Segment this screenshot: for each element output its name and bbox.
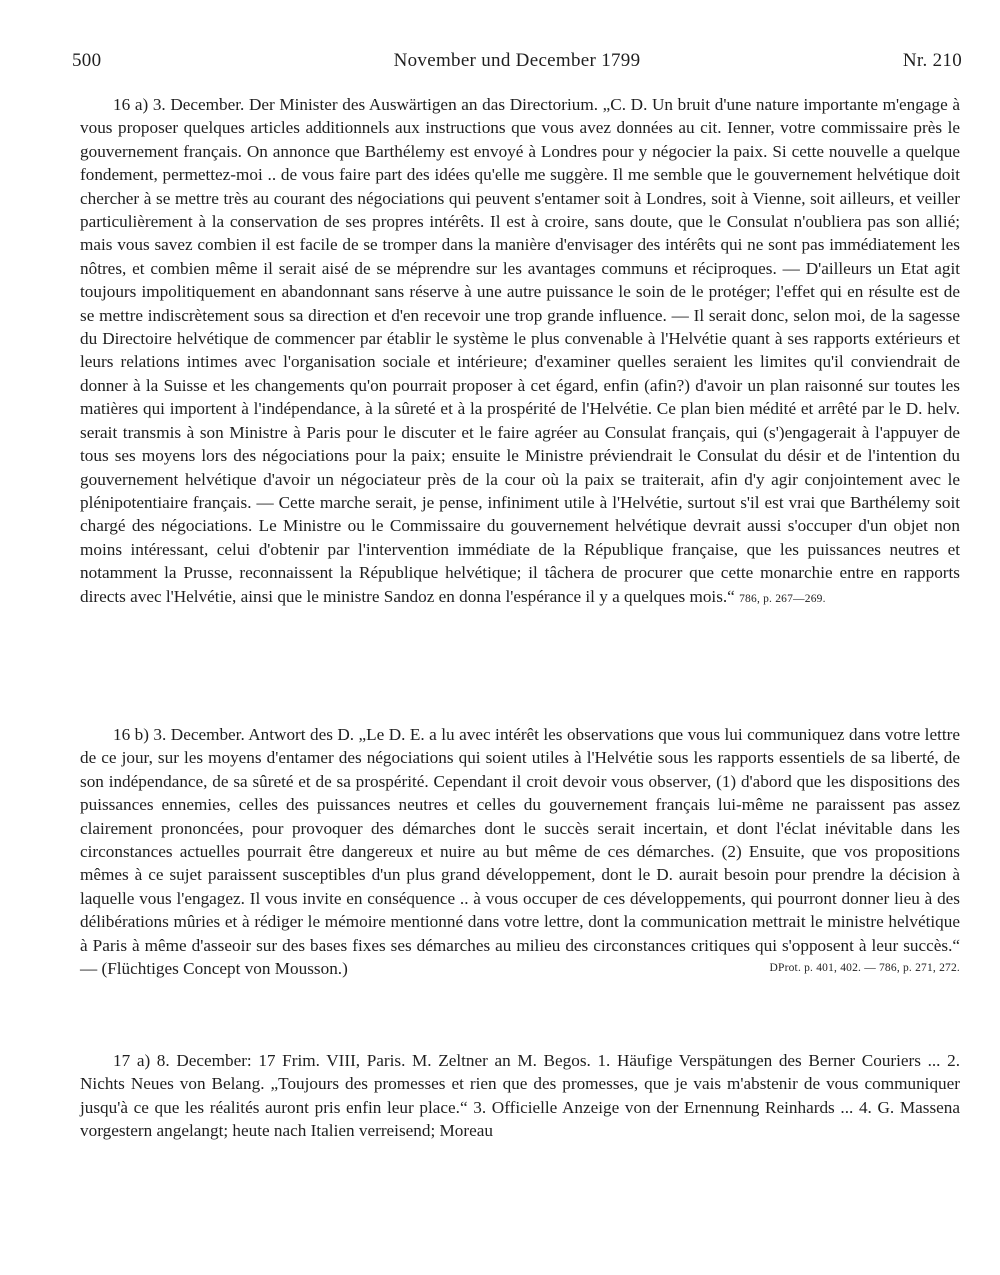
entry-16b-text: 16 b) 3. December. Antwort des D. „Le D. E. a lu avec intérêt les observations que vous lui communiquez dans votre lettre de ce jour, sur les moyens d'entamer des négociations qui soient utiles à l'Helvétie sous les rapports essentiels de sa liberté, de son indépendance, de sa sûreté et de sa prospérité. Cependant il croit devoir vous observer, (1) d'abord que les dispositions des puissances ennemies, celles des puissances neutres et celles du gouvernement français lui-même ne paraissent pas assez clairement prononcées, pour provoquer des démarches dont le succès serait incertain, et dont l'éclat inévitable dans les circonstances actuelles pourrait être dangereux et nuire au but même de ces démarches. (2) Ensuite, que vos propositions mêmes à ce sujet paraissent susceptibles d'un plus grand développement, dont le D. aurait besoin pour prendre la décision à laquelle vous l'engagez. Il vous invite en conséquence .. à vous occuper de ces développements, qui pourront donner lieu à des délibérations mûries et à rédiger le mémoire mentionné dans votre lettre, dont la communication mettrait le ministre helvétique à Paris à même d'asseoir sur des bases fixes ses démarches au milieu des circonstances critiques qui s'opposent à leur succès.“ — (Flüchtiges Concept von Mousson.) [80, 725, 960, 979]
entry-17a [80, 1049, 960, 1143]
record-number: Nr. 210 [902, 50, 962, 71]
entry-16a [80, 93, 960, 611]
entry-16b-citation: DProt. p. 401, 402. — 786, p. 271, 272. [769, 962, 960, 975]
entry-16a-citation: 786, p. 267—269. [739, 592, 826, 605]
running-title: November und December 1799 [393, 50, 641, 71]
page-header [72, 50, 962, 80]
page-number: 500 [72, 50, 102, 71]
entry-16b [80, 723, 960, 980]
entry-16a-text: 16 a) 3. December. Der Minister des Auswärtigen an das Directorium. „C. D. Un bruit d'une nature importante m'engage à vous proposer quelques articles additionnels aux instructions que vous avez données au cit. Ienner, votre commissaire près le gouvernement français. On annonce que Barthélemy est envoyé à Londres pour y négocier la paix. Si cette nouvelle a quelque fondement, permettez-moi .. de vous faire part des idées qu'elle me suggère. Il me semble que le gouvernement helvétique doit chercher à se mettre très au courant des négociations qui peuvent s'entamer soit à Londres, soit à Vienne, soit ailleurs, et veiller particulièrement à la conservation de ses propres intérêts. Il est à croire, sans doute, que le Consulat n'oubliera pas son allié; mais vous savez combien il est facile de se tromper dans la manière d'envisager des intérêts qui ne sont pas immédiatement les nôtres, et combien même il serait aisé de se méprendre sur les avantages communs et réciproques. — D'ailleurs un Etat agit toujours impolitiquement en abandonnant sans réserve à une autre puissance le soin de le protéger; l'effet qui en résulte est de se mettre indiscrètement sous sa direction et d'en recevoir une trop grande influence. — Il serait donc, selon moi, de la sagesse du Directoire helvétique de commencer par établir le système le plus convenable à l'Helvétie quant à ses rapports extérieurs et leurs relations intimes avec l'organisation sociale et intérieure; d'examiner quelles seraient les limites qu'il conviendrait de donner à la Suisse et les changements qu'on pourrait proposer à cet égard, enfin (afin?) d'avoir un plan raisonné sur toutes les matières qui importent à l'indépendance, à la sûreté et à la prospérité de l'Helvétie. Ce plan bien médité et arrêté par le D. helv. serait transmis à son Ministre à Paris pour le discuter et le faire agréer au Consulat français, qui (s')engagerait à l'appuyer de tous ses moyens lors des négociations pour la paix; ensuite le Ministre préviendrait le Consulat du désir et de l'intention du gouvernement helvétique d'avoir un négociateur près de la cour où la paix se traiterait, afin d'y agir conjointement avec le plénipotentiaire français. — Cette marche serait, je pense, infiniment utile à l'Helvétie, surtout s'il est vrai que Barthélemy soit chargé des négociations. Le Ministre ou le Commissaire du gouvernement helvétique devrait aussi s'occuper d'un objet non moins intéressant, celui d'obtenir par l'intervention immédiate de la République française, que les puissances neutres et notamment la Prusse, reconnaissent la République helvétique; il tâchera de procurer que cette monarchie entre en rapports directs avec l'Helvétie, ainsi que le ministre Sandoz en donna l'espérance il y a quelques mois.“ [80, 95, 960, 606]
entry-17a-text: 17 a) 8. December: 17 Frim. VIII, Paris. M. Zeltner an M. Begos. 1. Häufige Verspätungen des Berner Couriers ... 2. Nichts Neues von Belang. „Toujours des promesses et rien que des promesses, que je vais m'abstenir de vous communiquer jusqu'à ce que les réalités auront pris enfin leur place.“ 3. Officielle Anzeige von der Ernennung Reinhards ... 4. G. Massena vorgestern angelangt; heute nach Italien verreisend; Moreau [80, 1051, 960, 1141]
